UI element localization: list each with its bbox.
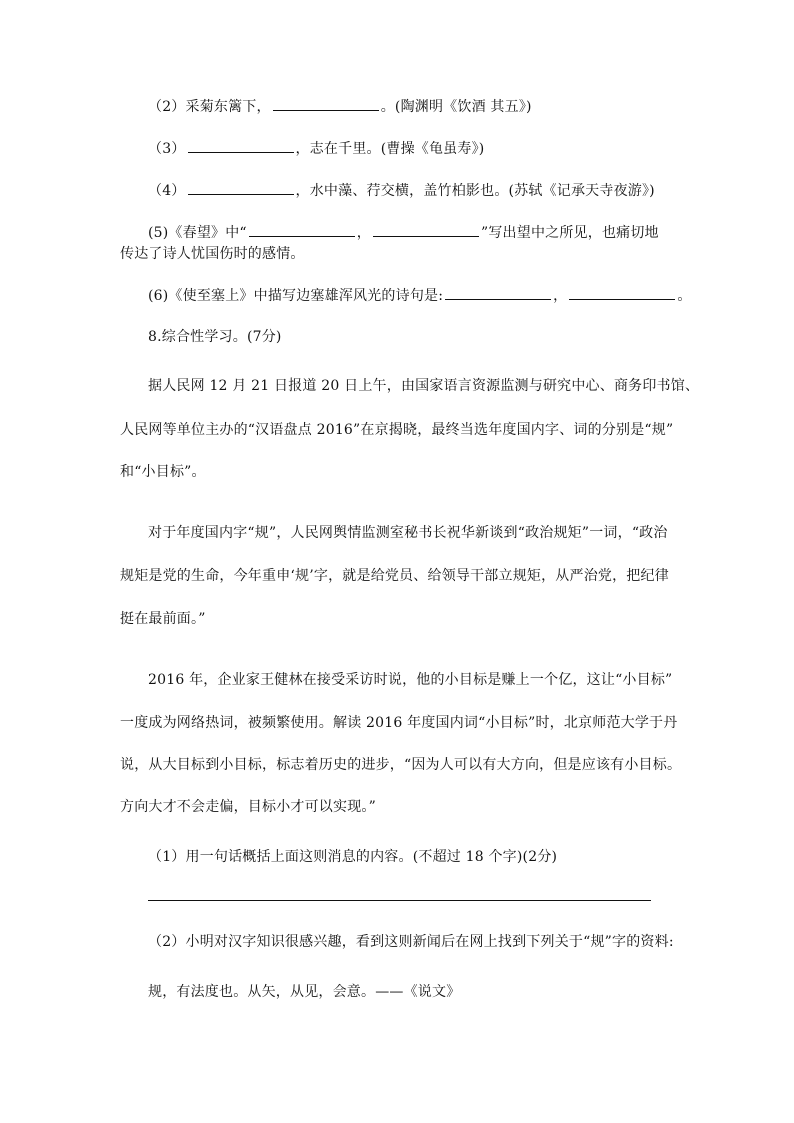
question-8-2: （2）小明对汉字知识很感兴趣，看到这则新闻后在网上找到下列关于“规”字的资料:	[148, 934, 674, 950]
poem-question-5-line2: 传达了诗人忧国伤时的感情。	[120, 246, 305, 262]
poem-q5-blank-2[interactable]	[373, 222, 479, 237]
poem-q5-suffix: ”写出望中之所见，也痛切地	[481, 225, 659, 241]
news-para1-line1: 据人民网 12 月 21 日报道 20 日上午，由国家语言资源监测与研究中心、商务印书馆、	[148, 378, 700, 394]
poem-question-5	[148, 222, 659, 243]
poem-q2-suffix: 。(陶渊明《饮酒 其五》)	[380, 99, 532, 115]
answer-line[interactable]	[148, 900, 651, 901]
poem-q4-blank[interactable]	[188, 180, 294, 195]
poem-q5-blank-1[interactable]	[249, 222, 355, 237]
poem-q6-blank-2[interactable]	[569, 285, 675, 300]
news-para2-line1: 对于年度国内字“规”，人民网舆情监测室秘书长祝华新谈到“政治规矩”一词，“政治	[148, 525, 668, 541]
question-8-1: （1）用一句话概括上面这则消息的内容。(不超过 18 个字)(2分)	[148, 849, 558, 865]
poem-q4-suffix: ，水中藻、荇交横，盖竹柏影也。(苏轼《记承天寺夜游》)	[295, 183, 655, 199]
news-para3-line3: 说，从大目标到小目标，标志着历史的进步，“因为人可以有大方向，但是应该有小目标。	[120, 757, 682, 773]
news-para1-line3: 和“小目标”。	[120, 464, 206, 480]
poem-q5-prefix: (5)《春望》中“	[148, 225, 247, 241]
poem-q6-blank-1[interactable]	[445, 285, 551, 300]
section-8-heading: 8.综合性学习。(7分)	[148, 329, 282, 345]
news-para3-line4: 方向大才不会走偏，目标小才可以实现。”	[120, 799, 376, 815]
news-para3-line1: 2016 年，企业家王健林在接受采访时说，他的小目标是赚上一个亿，这让“小目标”	[148, 672, 673, 688]
news-para1-line2: 人民网等单位主办的“汉语盘点 2016”在京揭晓，最终当选年度国内字、词的分别是“规”	[120, 422, 674, 438]
poem-q3-suffix: ，志在千里。(曹操《龟虽寿》)	[295, 141, 485, 157]
poem-q2-prefix: （2）采菊东篱下，	[148, 99, 271, 115]
poem-q3-prefix: （3）	[148, 141, 186, 157]
news-para2-line3: 挺在最前面。”	[120, 611, 206, 627]
poem-q6-prefix: (6)《使至塞上》中描写边塞雄浑风光的诗句是:	[148, 288, 444, 304]
poem-q6-middle: ，	[553, 288, 568, 304]
poem-q6-suffix: 。	[677, 288, 692, 304]
poem-q2-blank[interactable]	[273, 96, 379, 111]
news-para2-line2: 规矩是党的生命，今年重申‘规’字，就是给党员、给领导干部立规矩，从严治党，把纪律	[120, 568, 669, 584]
poem-q3-blank[interactable]	[188, 138, 294, 153]
poem-question-2	[148, 96, 532, 117]
poem-question-6	[148, 285, 692, 306]
poem-q4-prefix: （4）	[148, 183, 186, 199]
poem-question-4	[148, 180, 655, 201]
shuowen-quote: 规，有法度也。从矢，从见，会意。——《说文》	[148, 984, 461, 1000]
poem-q5-middle: ，	[356, 225, 371, 241]
news-para3-line2: 一度成为网络热词，被频繁使用。解读 2016 年度国内词“小目标”时，北京师范大学于丹	[120, 715, 678, 731]
poem-question-3	[148, 138, 484, 159]
